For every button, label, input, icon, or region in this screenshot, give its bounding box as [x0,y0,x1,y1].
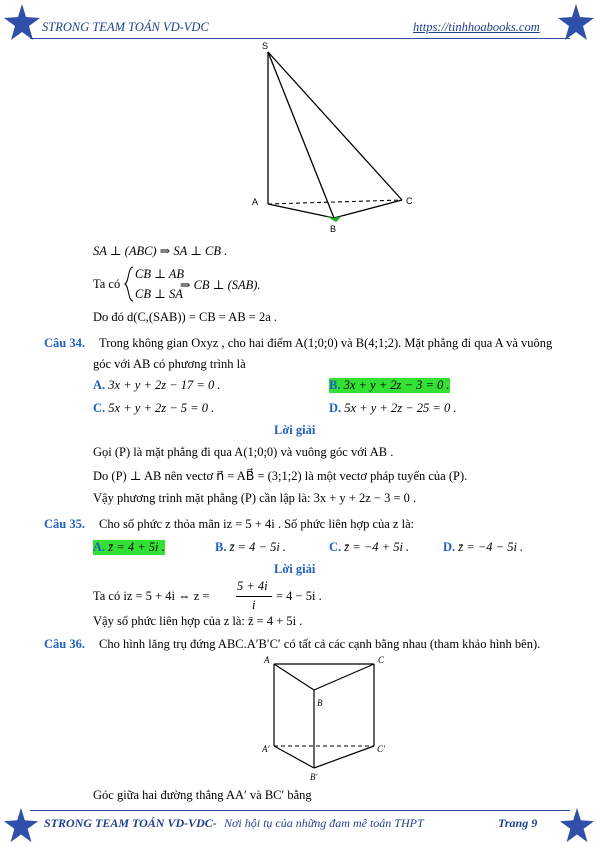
solution-line: Do (P) ⊥ AB nên vectơ n⃗ = AB⃗ = (3;1;2) là một vectơ pháp tuyến của (P). [93,469,468,483]
footer-divider [30,810,570,811]
vertex-label-b: B [330,224,337,234]
option-b-correct[interactable] [329,378,450,393]
footer-slogan: Nơi hội tụ của những đam mê toán THPT [224,816,424,830]
brace-icon [124,266,134,302]
page-number: Trang 9 [498,816,538,830]
solution-line: = 4 − 5i . [276,589,322,603]
solution-line: Ta có iz = 5 + 4i ⇔ z = [93,589,210,603]
vertex-label-a: A [264,655,270,665]
vertex-label-c: C [406,196,413,206]
question-stem: Cho số phức z thỏa mãn iz = 5 + 4i . Số phức liên hợp của z là: [99,517,415,531]
question-label: Câu 34. [44,336,85,350]
vertex-label-b-prime: B′ [310,772,318,782]
system-row: CB ⊥ AB [135,267,185,281]
option-label: D. [329,401,342,415]
option-label: B. [329,378,341,392]
question-label: Câu 35. [44,517,85,531]
option-d[interactable] [329,401,456,416]
solution-line: Ta có [93,277,121,291]
option-text: z̄ = 4 + 5i . [108,540,165,554]
star-icon [558,806,596,844]
question-label: Câu 36. [44,637,85,651]
prism-figure [262,654,392,782]
option-text: z̄ = 4 − 5i . [229,540,287,554]
fraction-denominator: i [252,598,256,612]
vertex-label-b: B [317,698,323,708]
option-c[interactable] [93,401,214,416]
option-d[interactable] [443,540,523,555]
star-icon [2,2,42,42]
vertex-label-a: A [252,197,259,207]
vertex-label-c: C [378,655,385,665]
solution-title: Lời giải [274,562,316,576]
solution-line: Vậy số phức liên hợp của z là: z̄ = 4 + 5i . [93,614,303,628]
solution-title: Lời giải [274,423,316,437]
question-stem: Cho hình lăng trụ đứng ABC.A′B′C′ có tất cả các cạnh bằng nhau (tham khảo hình bên). [99,637,541,651]
option-a-correct[interactable] [93,540,165,555]
option-label: B. [215,540,227,554]
option-text: 3x + y + 2z − 3 = 0 . [343,378,450,392]
vertex-label-a-prime: A′ [262,744,270,754]
pyramid-figure [250,42,430,237]
option-a[interactable] [93,378,220,393]
option-text: z̄ = −4 − 5i . [458,540,524,554]
footer-brand: STRONG TEAM TOÁN VD-VDC- [44,816,217,830]
question-stem: Góc giữa hai đường thẳng AA′ và BC′ bằng [93,788,312,802]
option-text: 5x + y + 2z − 25 = 0 . [344,401,457,415]
option-label: D. [443,540,456,554]
system-row: CB ⊥ SA [135,287,183,301]
solution-line: Vậy phương trình mặt phẳng (P) cần lập là: 3x + y + 2z − 3 = 0 . [93,491,417,505]
question-stem: góc với AB có phương trình là [93,357,246,371]
option-label: C. [329,540,342,554]
option-c[interactable] [329,540,409,555]
solution-line: ⇒ CB ⊥ (SAB). [180,278,261,292]
option-label: A. [93,540,106,554]
fraction-numerator: 5 + 4i [237,579,268,593]
star-icon [556,2,596,42]
option-text: 3x + y + 2z − 17 = 0 . [108,378,221,392]
vertex-label-s: S [262,42,269,51]
option-text: z̄ = −4 + 5i . [344,540,410,554]
option-text: 5x + y + 2z − 5 = 0 . [108,401,215,415]
solution-line: Gọi (P) là mặt phẳng đi qua A(1;0;0) và vuông góc với AB . [93,445,394,459]
star-icon [2,806,40,844]
option-b[interactable] [215,540,286,555]
header-title: STRONG TEAM TOÁN VD-VDC [42,20,209,34]
question-stem: Trong không gian Oxyz , cho hai điểm A(1;0;0) và B(4;1;2). Mặt phẳng đi qua A và vuông [99,336,553,350]
fraction-bar [236,596,272,597]
option-label: A. [93,378,106,392]
header-link[interactable]: https://tinhhoabooks.com [413,20,540,34]
vertex-label-c-prime: C′ [377,744,385,754]
header-divider [30,38,570,39]
solution-line: SA ⊥ (ABC) ⇒ SA ⊥ CB . [93,244,228,258]
solution-line: Do đó d(C,(SAB)) = CB = AB = 2a . [93,310,278,324]
option-label: C. [93,401,106,415]
